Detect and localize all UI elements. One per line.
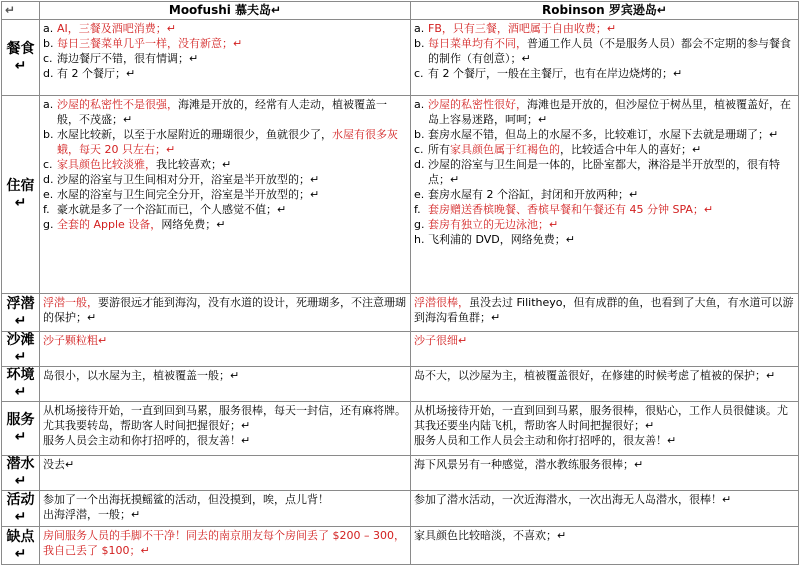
list-marker: c. [414, 67, 424, 80]
list-text: 每日菜单均有不同，普通工作人员（不是服务人员）都会不定期的参与餐食的制作（有创意）；↵ [428, 37, 791, 65]
list-marker: f. [43, 203, 50, 216]
list-text: AI，三餐及酒吧消费；↵ [57, 22, 176, 35]
cell-drawbacks-robinson: 家具颜色比较暗淡，不喜欢；↵ [411, 527, 799, 565]
row-lodging [2, 96, 799, 294]
list-marker: b. [43, 128, 54, 141]
cell-activities-moofushi [40, 491, 411, 527]
beach-robinson-text: 沙子很细↵ [414, 334, 468, 347]
list-marker: a. [43, 22, 54, 35]
list-text: 所有家具颜色属于红褐色的，比较适合中年人的喜好；↵ [428, 143, 702, 156]
list-text: 水屋比较新，以至于水屋附近的珊瑚很少，鱼就很少了，水屋有很多灰蛾，每天 20 只左右；↵ [57, 128, 398, 156]
list-item [43, 187, 407, 202]
list-item [414, 187, 795, 202]
service-robinson-extra: 服务人员和工作人员会主动和你打招呼的，很友善！↵ [414, 434, 677, 447]
header-row [2, 2, 799, 20]
list-text: 沙屋的浴室与卫生间是一体的，比卧室都大，淋浴是半开放型的，很有特点；↵ [428, 158, 780, 186]
list-text: 海边餐厅不错，很有情调；↵ [57, 52, 199, 65]
header-robinson: Robinson 罗宾逊岛↵ [411, 2, 799, 20]
snorkel-moofushi-text: 要游很远才能到海沟，没有水道的设计，死珊瑚多，不注意珊瑚的保护；↵ [43, 296, 406, 324]
cell-lodging-robinson [411, 96, 799, 294]
list-text: 有 2 个餐厅，一般在主餐厅，也有在岸边烧烤的；↵ [428, 67, 683, 80]
activities-moofushi-extra: 出海浮潜，一般；↵ [43, 508, 141, 521]
row-environment [2, 367, 799, 402]
snorkel-robinson-text: 虽没去过 Filitheyo，但有成群的鱼，也看到了大鱼，有水道可以游到海沟看鱼群；↵ [414, 296, 794, 324]
cell-dining-robinson [411, 20, 799, 96]
list-marker: g. [414, 218, 425, 231]
list-item [43, 217, 407, 232]
row-snorkel [2, 294, 799, 332]
category-diving: 潜水↵ [2, 456, 40, 491]
category-drawbacks: 缺点↵ [2, 527, 40, 565]
category-snorkel: 浮潜↵ [2, 294, 40, 332]
cell-beach-moofushi [40, 332, 411, 367]
list-item [43, 127, 407, 157]
category-beach: 沙滩↵ [2, 332, 40, 367]
drawbacks-moofushi-text: 房间服务人员的手脚不干净！同去的南京朋友每个房间丢了 $200 – 300，我自己丢了 $100；↵ [43, 529, 405, 557]
comparison-table [1, 1, 799, 565]
list-marker: e. [414, 188, 425, 201]
list-item [414, 217, 795, 232]
list-item [43, 51, 407, 66]
service-moofushi-extra: 服务人员会主动和你打招呼的，很友善！↵ [43, 434, 251, 447]
row-beach [2, 332, 799, 367]
snorkel-robinson-highlight: 浮潜很棒， [414, 296, 469, 309]
list-text: 沙屋的私密性很好，海滩也是开放的，但沙屋位于树丛里，植被覆盖好，在岛上容易迷路，呵呵；↵ [428, 98, 791, 126]
list-item [414, 36, 795, 66]
list-item [43, 36, 407, 51]
list-text: 飞利浦的 DVD，网络免费；↵ [428, 233, 575, 246]
list-text: 每日三餐菜单几乎一样，没有新意；↵ [57, 37, 243, 50]
service-moofushi-text: 从机场接待开始，一直到回到马累，服务很棒，每天一封信，还有麻将牌。尤其我要转岛，帮助客人时间把握很好；↵ [43, 404, 406, 432]
cell-service-moofushi [40, 402, 411, 456]
list-text: 套房水屋不错，但岛上的水屋不多，比较难订，水屋下去就是珊瑚了；↵ [428, 128, 779, 141]
list-text: 套房赠送香槟晚餐、香槟早餐和午餐还有 45 分钟 SPA；↵ [428, 203, 714, 216]
list-text: 豪水就是多了一个浴缸而已，个人感觉不值；↵ [57, 203, 287, 216]
cell-drawbacks-moofushi [40, 527, 411, 565]
list-marker: b. [414, 37, 425, 50]
cell-environment-robinson: 岛不大，以沙屋为主，植被覆盖很好，在修建的时候考虑了植被的保护；↵ [411, 367, 799, 402]
cell-diving-robinson: 海下风景另有一种感觉，潜水教练服务很棒；↵ [411, 456, 799, 491]
header-corner-cell: ↵ [2, 2, 40, 20]
category-dining: 餐食↵ [2, 20, 40, 96]
list-item [414, 66, 795, 81]
cell-beach-robinson [411, 332, 799, 367]
list-marker: a. [43, 98, 54, 111]
cell-lodging-moofushi [40, 96, 411, 294]
cell-dining-moofushi [40, 20, 411, 96]
list-item [414, 21, 795, 36]
list-text: 沙屋的私密性不是很强，海滩是开放的，经常有人走动，植被覆盖一般，不茂盛；↵ [57, 98, 387, 126]
cell-snorkel-robinson [411, 294, 799, 332]
list-text: 水屋的浴室与卫生间完全分开，浴室是半开放型的；↵ [57, 188, 320, 201]
cell-snorkel-moofushi [40, 294, 411, 332]
list-marker: e. [43, 188, 54, 201]
list-item [43, 21, 407, 36]
list-marker: d. [43, 173, 54, 186]
list-text: FB，只有三餐，酒吧属于自由收费；↵ [428, 22, 617, 35]
list-text: 套房有独立的无边泳池；↵ [428, 218, 559, 231]
list-text: 沙屋的浴室与卫生间相对分开，浴室是半开放型的；↵ [57, 173, 320, 186]
cell-activities-robinson: 参加了潜水活动，一次近海潜水，一次出海无人岛潜水，很棒！↵ [411, 491, 799, 527]
row-drawbacks [2, 527, 799, 565]
cell-environment-moofushi: 岛很小，以水屋为主，植被覆盖一般；↵ [40, 367, 411, 402]
list-marker: f. [414, 203, 421, 216]
list-text: 家具颜色比较淡雅，我比较喜欢；↵ [57, 158, 232, 171]
list-item [414, 232, 795, 247]
cell-service-robinson [411, 402, 799, 456]
row-diving [2, 456, 799, 491]
list-text: 有 2 个餐厅；↵ [57, 67, 136, 80]
category-activities: 活动↵ [2, 491, 40, 527]
list-marker: d. [414, 158, 425, 171]
snorkel-moofushi-highlight: 浮潜一般， [43, 296, 98, 309]
list-item [414, 97, 795, 127]
list-item [414, 157, 795, 187]
list-marker: a. [414, 22, 425, 35]
row-service [2, 402, 799, 456]
header-moofushi: Moofushi 慕夫岛↵ [40, 2, 411, 20]
list-marker: b. [43, 37, 54, 50]
row-activities [2, 491, 799, 527]
list-marker: a. [414, 98, 425, 111]
list-item [43, 97, 407, 127]
service-robinson-text: 从机场接待开始，一直到回到马累，服务很棒，很贴心，工作人员很健谈。尤其我还要坐内陆飞机，帮助客人时间把握很好；↵ [414, 404, 788, 432]
list-marker: h. [414, 233, 425, 246]
list-marker: c. [43, 52, 53, 65]
list-item [43, 202, 407, 217]
activities-moofushi-text: 参加了一个出海抚摸鳐鲨的活动，但没摸到，唉，点儿背！ [43, 493, 329, 506]
beach-moofushi-text: 沙子颗粒粗↵ [43, 334, 108, 347]
list-item [414, 202, 795, 217]
category-lodging: 住宿↵ [2, 96, 40, 294]
list-text: 套房水屋有 2 个浴缸，封闭和开放两种；↵ [428, 188, 639, 201]
list-marker: c. [414, 143, 424, 156]
list-marker: d. [43, 67, 54, 80]
list-marker: c. [43, 158, 53, 171]
category-environment: 环境↵ [2, 367, 40, 402]
row-dining [2, 20, 799, 96]
list-item [43, 66, 407, 81]
list-marker: g. [43, 218, 54, 231]
list-item [414, 127, 795, 142]
cell-diving-moofushi: 没去↵ [40, 456, 411, 491]
list-text: 全套的 Apple 设备，网络免费；↵ [57, 218, 226, 231]
category-service: 服务↵ [2, 402, 40, 456]
list-item [414, 142, 795, 157]
list-item [43, 157, 407, 172]
list-item [43, 172, 407, 187]
list-marker: b. [414, 128, 425, 141]
